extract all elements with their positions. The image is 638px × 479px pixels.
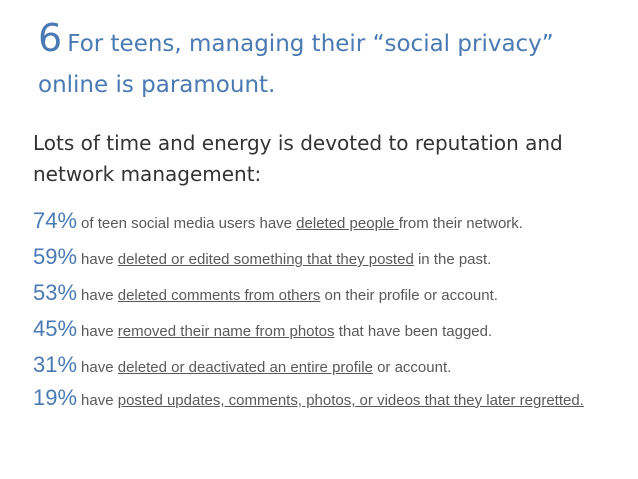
slide-title-line2: online is paramount. [38,72,276,98]
stat-item [33,387,623,412]
intro-text: Lots of time and energy is devoted to reputation and network management: [33,131,563,186]
slide-number: 6 [38,16,63,60]
stat-link[interactable]: deleted or edited something that they posted [117,251,414,268]
stats-list [33,203,623,412]
stat-text-tail: that have been tagged. [334,323,493,340]
stat-link[interactable]: deleted comments from others [117,287,321,304]
stat-text: have [81,392,118,409]
stat-text: have [81,251,118,268]
stat-item [33,275,623,311]
stat-link[interactable]: deleted or deactivated an entire profile [117,359,373,376]
slide-title-line1: For teens, managing their “social privacy” [67,31,554,57]
stat-text: have [81,359,118,376]
stat-item [33,239,623,275]
stat-percent: 74% [33,208,78,233]
stat-text: have [81,287,118,304]
stat-percent: 19% [33,385,78,410]
stat-text-tail: on their profile or account. [320,287,498,304]
stat-percent: 59% [33,244,78,269]
stat-text-tail: in the past. [413,251,492,268]
stat-percent: 53% [33,280,78,305]
stat-item [33,203,623,239]
slide-title [38,16,618,104]
stat-percent: 31% [33,352,78,377]
stat-item [33,311,623,347]
stat-item [33,347,623,383]
stat-link[interactable]: posted updates, comments, photos, or videos that they later regretted. [117,392,584,409]
stat-link[interactable]: deleted people [296,215,399,232]
stat-text-tail: from their network. [398,215,523,232]
stat-text: have [81,323,118,340]
stat-text-tail: or account. [372,359,452,376]
stat-text: of teen social media users have [81,215,297,232]
stat-link[interactable]: removed their name from photos [117,323,335,340]
stat-percent: 45% [33,316,78,341]
